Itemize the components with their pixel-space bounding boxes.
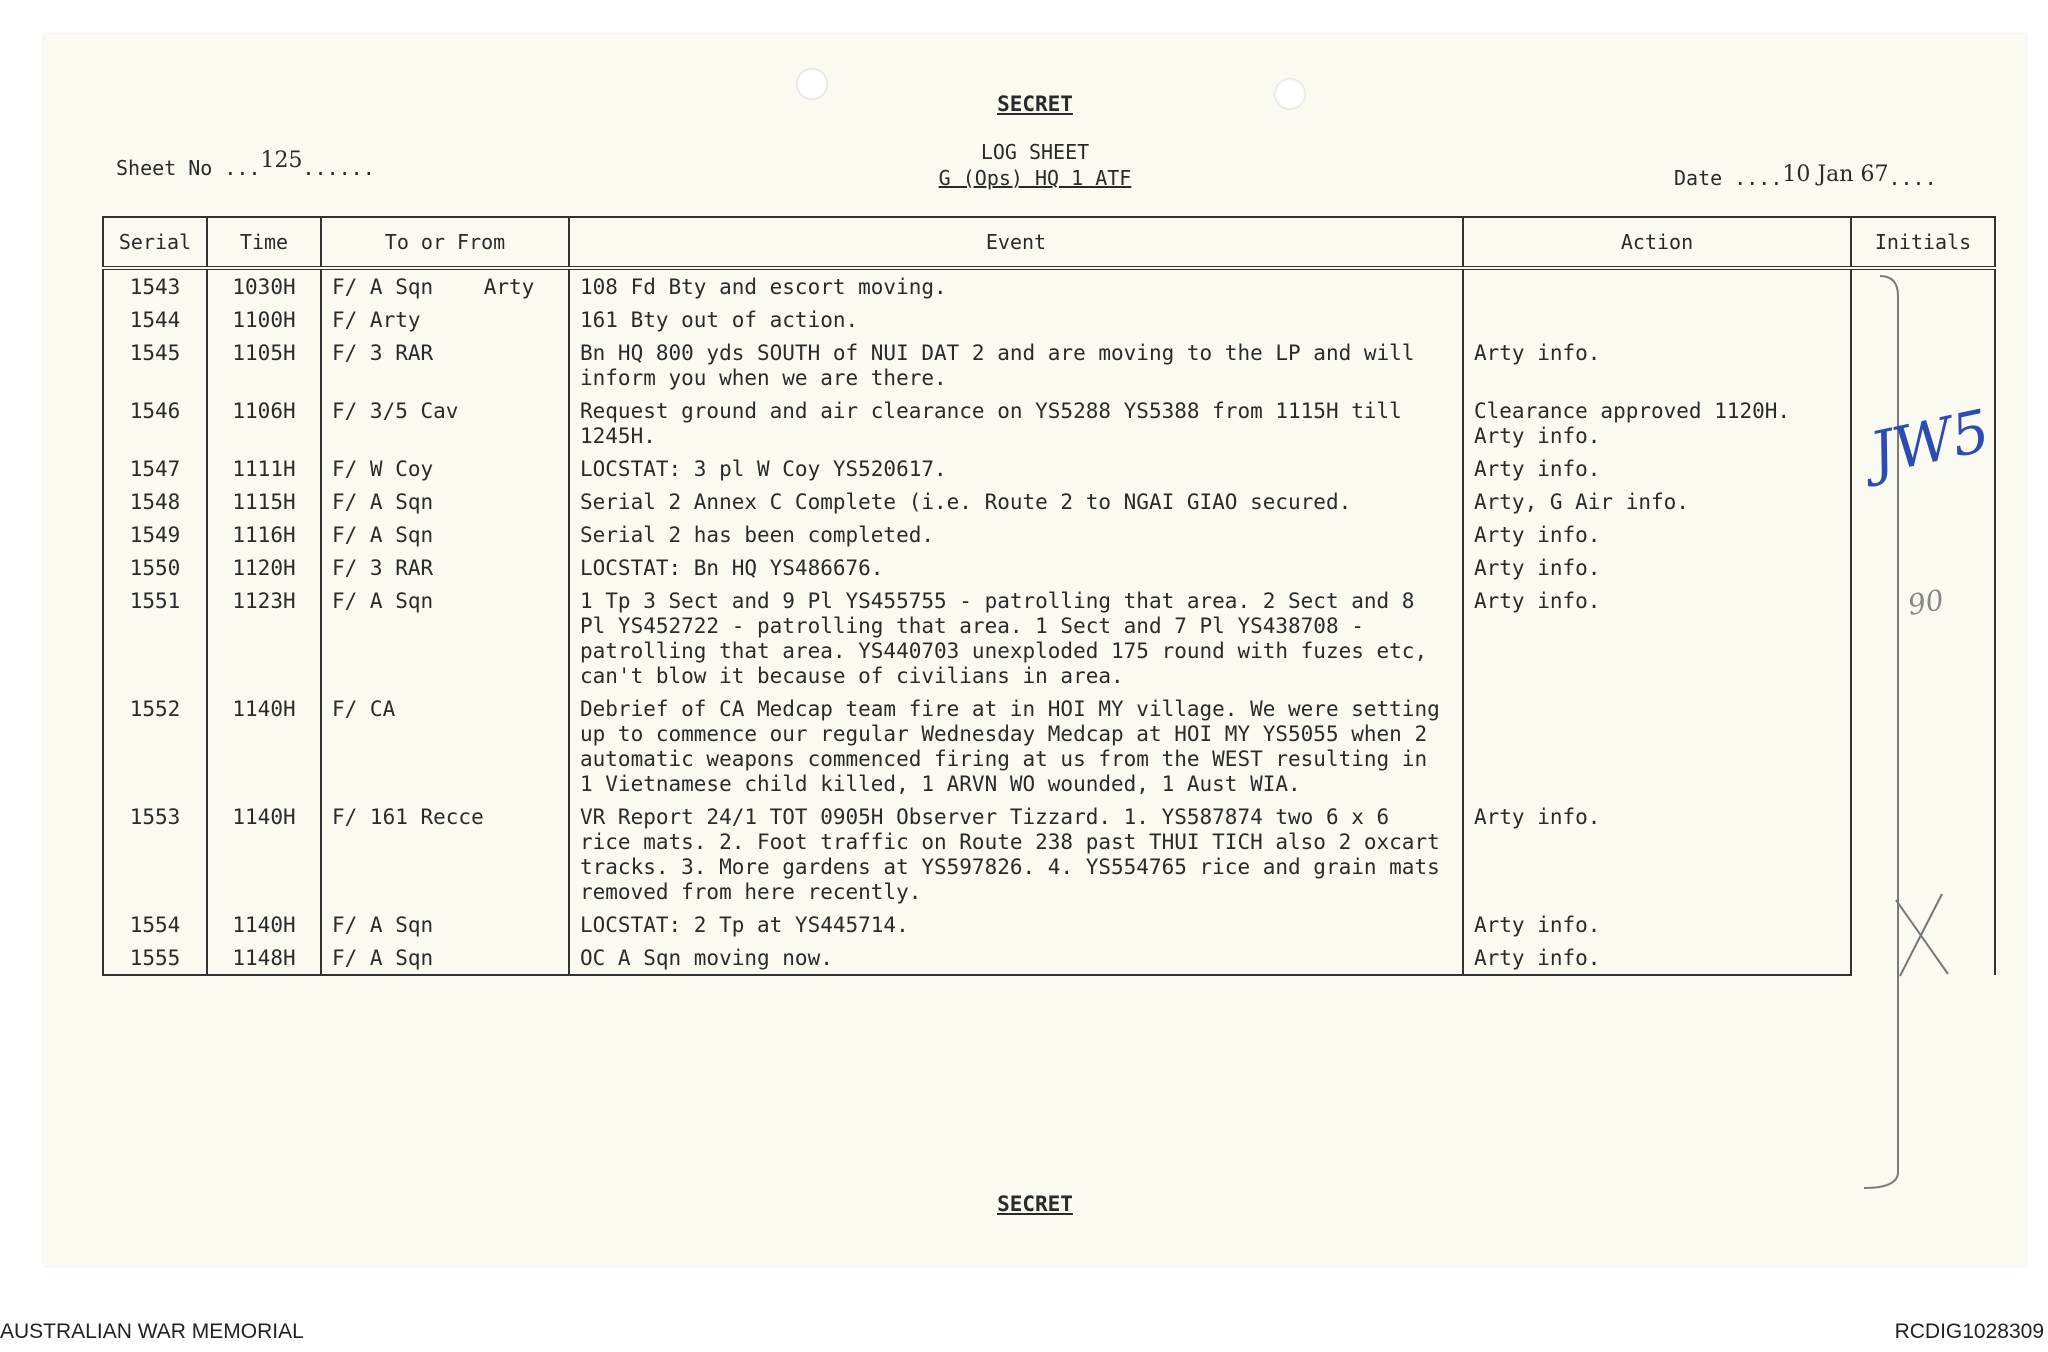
event-cell: 161 Bty out of action. xyxy=(569,303,1463,336)
time-cell: 1116H xyxy=(207,518,321,551)
log-table xyxy=(102,216,1996,976)
to-from-cell: F/ 3 RAR xyxy=(321,551,569,584)
to-from-cell: F/ 3 RAR xyxy=(321,336,569,394)
serial-cell: 1546 xyxy=(103,394,207,452)
event-cell: OC A Sqn moving now. xyxy=(569,941,1463,975)
event-cell: 1 Tp 3 Sect and 9 Pl YS455755 - patrolling that area. 2 Sect and 8 Pl YS452722 - patrolling that area. 1 Sect and 7 Pl YS438708 - patrolling that area. YS440703 unexploded 175 round with fuzes etc, can't blow it because of civilians in area. xyxy=(569,584,1463,692)
action-cell xyxy=(1463,303,1851,336)
event-cell: LOCSTAT: 2 Tp at YS445714. xyxy=(569,908,1463,941)
cross-mark xyxy=(1892,890,1952,980)
col-header-serial: Serial xyxy=(103,217,207,268)
time-cell: 1148H xyxy=(207,941,321,975)
event-cell: Serial 2 has been completed. xyxy=(569,518,1463,551)
table-row xyxy=(103,908,1995,941)
to-from-cell: F/ A Sqn xyxy=(321,584,569,692)
time-cell: 1111H xyxy=(207,452,321,485)
time-cell: 1106H xyxy=(207,394,321,452)
event-cell: VR Report 24/1 TOT 0905H Observer Tizzard. 1. YS587874 two 6 x 6 rice mats. 2. Foot traffic on Route 238 past THUI TICH also 2 oxcart tracks. 3. More gardens at YS597826. 4. YS554765 rice and grain mats removed from here recently. xyxy=(569,800,1463,908)
to-from-cell: F/ A Sqn xyxy=(321,941,569,975)
sheet-number: Sheet No ...125...... xyxy=(116,148,375,180)
initials-cell xyxy=(1851,268,1995,975)
serial-cell: 1545 xyxy=(103,336,207,394)
log-sheet-paper xyxy=(44,34,2026,1266)
serial-cell: 1548 xyxy=(103,485,207,518)
serial-cell: 1551 xyxy=(103,584,207,692)
time-cell: 1100H xyxy=(207,303,321,336)
col-header-action: Action xyxy=(1463,217,1851,268)
to-from-cell: F/ A Sqn xyxy=(321,485,569,518)
table-row xyxy=(103,584,1995,692)
unit-name: G (Ops) HQ 1 ATF xyxy=(938,166,1132,190)
col-header-time: Time xyxy=(207,217,321,268)
action-cell: Arty info. xyxy=(1463,941,1851,975)
action-cell: Arty, G Air info. xyxy=(1463,485,1851,518)
action-cell xyxy=(1463,268,1851,303)
to-from-cell: F/ A Sqn Arty xyxy=(321,268,569,303)
serial-cell: 1544 xyxy=(103,303,207,336)
to-from-cell: F/ W Coy xyxy=(321,452,569,485)
action-cell: Arty info. xyxy=(1463,518,1851,551)
time-cell: 1120H xyxy=(207,551,321,584)
log-table-header-row xyxy=(103,217,1995,268)
action-cell: Arty info. xyxy=(1463,551,1851,584)
time-cell: 1140H xyxy=(207,908,321,941)
table-row xyxy=(103,336,1995,394)
col-header-initials: Initials xyxy=(1851,217,1995,268)
serial-cell: 1554 xyxy=(103,908,207,941)
action-cell: Arty info. xyxy=(1463,800,1851,908)
time-cell: 1140H xyxy=(207,692,321,800)
table-row xyxy=(103,692,1995,800)
time-cell: 1140H xyxy=(207,800,321,908)
to-from-cell: F/ CA xyxy=(321,692,569,800)
event-cell: Serial 2 Annex C Complete (i.e. Route 2 to NGAI GIAO secured. xyxy=(569,485,1463,518)
action-cell: Arty info. xyxy=(1463,584,1851,692)
time-cell: 1123H xyxy=(207,584,321,692)
to-from-cell: F/ Arty xyxy=(321,303,569,336)
to-from-cell: F/ A Sqn xyxy=(321,518,569,551)
serial-cell: 1555 xyxy=(103,941,207,975)
action-cell: Clearance approved 1120H. Arty info. xyxy=(1463,394,1851,452)
serial-cell: 1543 xyxy=(103,268,207,303)
table-row xyxy=(103,452,1995,485)
classification-top: SECRET xyxy=(997,92,1073,116)
table-row xyxy=(103,268,1995,303)
table-row xyxy=(103,518,1995,551)
serial-cell: 1549 xyxy=(103,518,207,551)
col-header-to-from: To or From xyxy=(321,217,569,268)
table-row xyxy=(103,394,1995,452)
time-cell: 1115H xyxy=(207,485,321,518)
archive-credit: AUSTRALIAN WAR MEMORIAL xyxy=(0,1320,304,1343)
to-from-cell: F/ A Sqn xyxy=(321,908,569,941)
serial-cell: 1547 xyxy=(103,452,207,485)
event-cell: LOCSTAT: 3 pl W Coy YS520617. xyxy=(569,452,1463,485)
action-cell: Arty info. xyxy=(1463,336,1851,394)
serial-cell: 1552 xyxy=(103,692,207,800)
action-cell: Arty info. xyxy=(1463,452,1851,485)
to-from-cell: F/ 3/5 Cav xyxy=(321,394,569,452)
time-cell: 1030H xyxy=(207,268,321,303)
action-cell xyxy=(1463,692,1851,800)
handwritten-initials: JW5 xyxy=(1864,396,1996,488)
log-sheet-title: LOG SHEET xyxy=(980,140,1090,164)
action-cell: Arty info. xyxy=(1463,908,1851,941)
table-row xyxy=(103,800,1995,908)
event-cell: Debrief of CA Medcap team fire at in HOI MY village. We were setting up to commence our regular Wednesday Medcap at HOI MY YS5055 when 2 automatic weapons commenced firing at us from the WEST resulting in 1 Vietnamese child killed, 1 ARVN WO wounded, 1 Aust WIA. xyxy=(569,692,1463,800)
event-cell: Bn HQ 800 yds SOUTH of NUI DAT 2 and are moving to the LP and will inform you when we are there. xyxy=(569,336,1463,394)
table-row xyxy=(103,485,1995,518)
table-row xyxy=(103,551,1995,584)
event-cell: 108 Fd Bty and escort moving. xyxy=(569,268,1463,303)
archive-reference: RCDIG1028309 xyxy=(1894,1320,2044,1343)
table-row xyxy=(103,303,1995,336)
to-from-cell: F/ 161 Recce xyxy=(321,800,569,908)
col-header-event: Event xyxy=(569,217,1463,268)
handwritten-mark: 90 xyxy=(1905,583,1947,622)
classification-bottom: SECRET xyxy=(997,1192,1073,1216)
log-date: Date ....10 Jan 67.... xyxy=(1674,162,1937,190)
event-cell: Request ground and air clearance on YS5288 YS5388 from 1115H till 1245H. xyxy=(569,394,1463,452)
serial-cell: 1550 xyxy=(103,551,207,584)
time-cell: 1105H xyxy=(207,336,321,394)
event-cell: LOCSTAT: Bn HQ YS486676. xyxy=(569,551,1463,584)
initials-bracket xyxy=(1860,272,1920,1192)
table-row xyxy=(103,941,1995,975)
serial-cell: 1553 xyxy=(103,800,207,908)
